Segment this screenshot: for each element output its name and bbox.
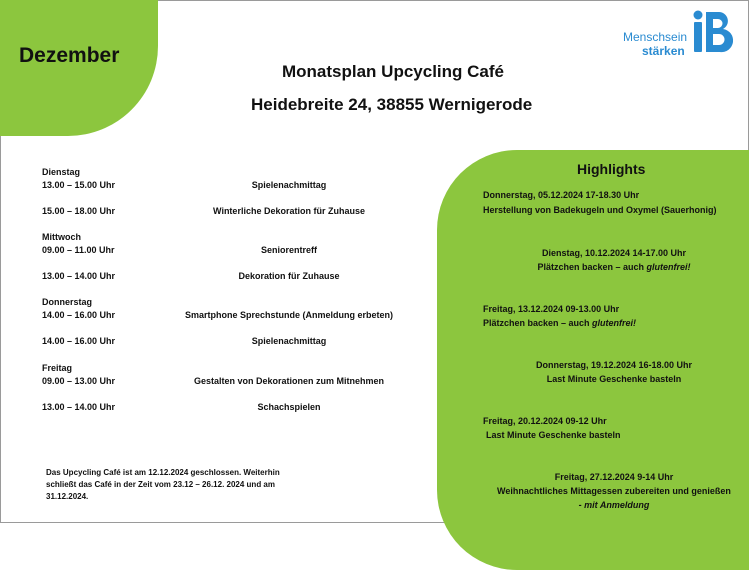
highlight-text: Weihnachtliches Mittagessen zubereiten und genießen <box>497 486 731 496</box>
highlight-date: Dienstag, 10.12.2024 14-17.00 Uhr <box>541 248 687 258</box>
ib-logo-icon <box>688 8 736 56</box>
note-line: schließt das Café in der Zeit vom 23.12 – 26.12. 2024 und am <box>46 480 275 489</box>
note-line: Das Upcycling Café ist am 12.12.2024 geschlossen. Weiterhin <box>46 468 280 477</box>
time-label: 13.00 – 14.00 Uhr <box>42 271 116 281</box>
day-label: Freitag <box>42 363 73 373</box>
highlight-date: Donnerstag, 19.12.2024 16-18.00 Uhr <box>535 360 693 370</box>
day-label: Dienstag <box>42 167 81 177</box>
time-label: 09.00 – 13.00 Uhr <box>42 376 116 386</box>
time-label: 13.00 – 15.00 Uhr <box>42 180 116 190</box>
activity-label: Spielenachmittag <box>251 180 327 190</box>
highlights-title: Highlights <box>577 161 646 177</box>
time-label: 15.00 – 18.00 Uhr <box>42 206 116 216</box>
day-label: Donnerstag <box>42 297 93 307</box>
month-title: Dezember <box>19 44 120 67</box>
highlight-text: Plätzchen backen – auch glutenfrei! <box>483 318 637 328</box>
highlight-date: Freitag, 27.12.2024 9-14 Uhr <box>554 472 674 482</box>
time-label: 14.00 – 16.00 Uhr <box>42 310 116 320</box>
activity-label: Spielenachmittag <box>251 336 327 346</box>
highlight-text: Herstellung von Badekugeln und Oxymel (Sauerhonig) <box>483 205 717 215</box>
activity-label: Smartphone Sprechstunde (Anmeldung erbeten) <box>184 310 394 320</box>
highlight-text: Last Minute Geschenke basteln <box>546 374 682 384</box>
page-title: Monatsplan Upcycling Café <box>282 62 504 81</box>
day-label: Mittwoch <box>42 232 81 242</box>
logo-text-line2: stärken <box>642 44 685 58</box>
activity-label: Seniorentreff <box>260 245 318 255</box>
activity-label: Gestalten von Dekorationen zum Mitnehmen <box>193 376 385 386</box>
highlight-note: - mit Anmeldung <box>578 500 650 510</box>
highlight-text: Plätzchen backen – auch glutenfrei! <box>537 262 691 272</box>
time-label: 13.00 – 14.00 Uhr <box>42 402 116 412</box>
logo-text-line1: Menschsein <box>623 30 688 44</box>
page-address: Heidebreite 24, 38855 Wernigerode <box>251 95 533 114</box>
activity-label: Dekoration für Zuhause <box>238 271 340 281</box>
time-label: 14.00 – 16.00 Uhr <box>42 336 116 346</box>
activity-label: Schachspielen <box>257 402 321 412</box>
highlight-date: Donnerstag, 05.12.2024 17-18.30 Uhr <box>483 190 640 200</box>
highlight-text: Last Minute Geschenke basteln <box>486 430 621 440</box>
note-line: 31.12.2024. <box>46 492 89 501</box>
highlight-date: Freitag, 13.12.2024 09-13.00 Uhr <box>483 304 620 314</box>
highlight-date: Freitag, 20.12.2024 09-12 Uhr <box>483 416 607 426</box>
activity-label: Winterliche Dekoration für Zuhause <box>213 206 365 216</box>
time-label: 09.00 – 11.00 Uhr <box>42 245 115 255</box>
closure-note <box>46 467 306 503</box>
